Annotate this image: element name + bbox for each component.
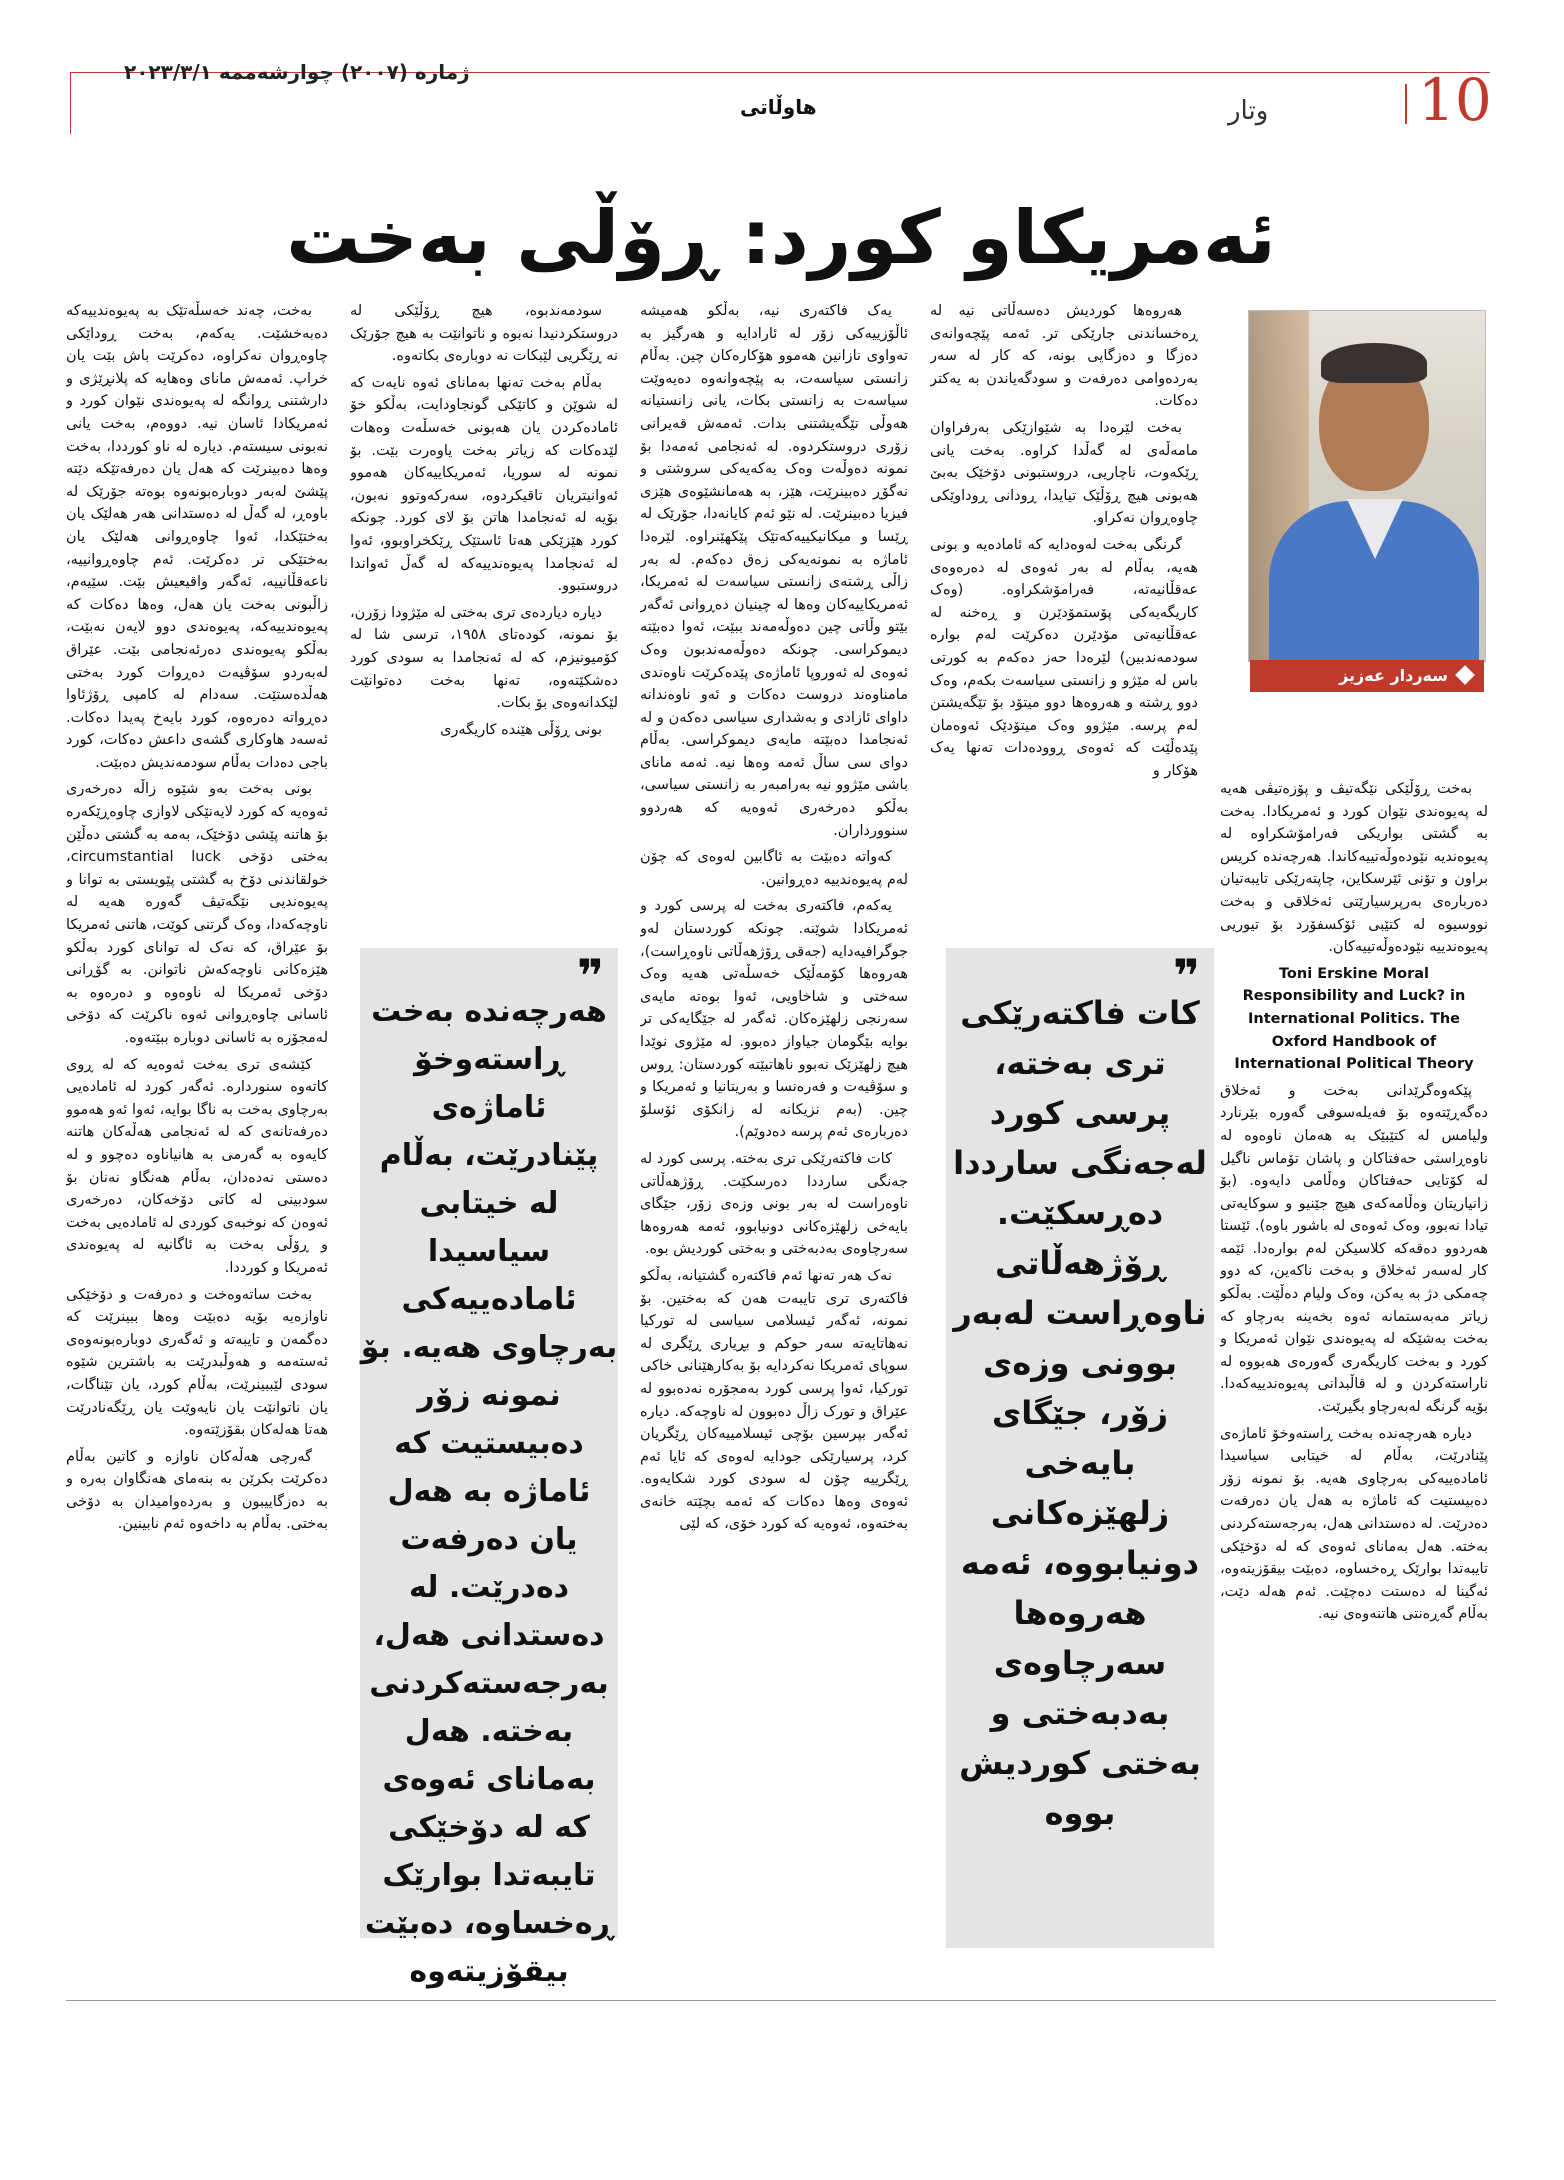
column-3 — [640, 300, 908, 2180]
paragraph: بەخت ڕۆڵێکی نێگەتیڤ و پۆزەتیڤی هەیە لە پەیوەندی نێوان کورد و ئەمریکادا. بەخت بە گشتی بواریکی فەرامۆشکراوە لە پەیوەندیە نێودەوڵەتییەکاندا. هەرچەندە کریس براون و تۆنی ئێرسکاین، چاپتەرێکی تایبەتیان دەربارەی بەرپرسیارێتی ئەخلاقی و بەخت نووسیوە لە کتێبی ئۆکسفۆرد بۆ تیوریی پەیوەندییە نێودەوڵەتییەکان. — [1220, 781, 1488, 956]
pull-quote-text: هەرچەندە بەخت ڕاستەوخۆ ئاماژەی پێنادرێت، بەڵام لە خیتابی سیاسیدا ئامادەییەکی بەرچاوی هەیە. بۆ نمونە زۆر دەبیستیت کە ئاماژە بە هەل یان دەرفەت دەدرێت. لە دەستدانی هەل، بەرجەستەکردنی بەختە. هەل بەمانای ئەوەی کە لە دۆخێکی تایبەتدا بوارێک ڕەخساوە، دەبێت بیقۆزیتەوە — [360, 994, 618, 1989]
column-5 — [66, 300, 328, 2040]
pull-quote — [360, 948, 618, 1989]
paragraph: بونی بەخت بەو شێوە زاڵە دەرخەری ئەوەیە کە کورد لایەنێکی لاوازی چاوەڕێکەرە بۆ هاتنە پێشی دۆخێک، بەمە بە گشتی دەڵێن بەختی دۆخی circumstantial luck، خولقاندنی دۆخ بە گشتی پێویستی بە توانا و پەیوەندیی نێگەتیڤ گەورە هەیە لە ناوچەکەدا، وەک گرتنی کوێت، هاتنی ئەمریکا بۆ عێراق، کە نەک لە توانای کورد بەڵکو هێزەکانی ناوچەکەش ناتوانن. بە گۆڕانی دۆخی ئەمریکا لە ناوەوە و دەرەوە بە ئاسانی چاوەڕوانی ئەوە ناکرێت کە دۆخی لەمجۆرە بە ئاسانی دوبارە ببێتەوە. — [66, 781, 328, 1046]
reference-citation: Toni Erskine Moral Responsibility and Luck? in International Politics. The Oxford Handbook of International Political Theory — [1234, 965, 1474, 1073]
column-4 — [350, 300, 618, 880]
paragraph: نەک هەر تەنها ئەم فاکتەرە گشتیانە، بەڵکو فاکتەری تری تایبەت هەن کە بەختین. بۆ نمونە، ئەگەر ئیسلامی سیاسی لە تورکیا نەهاتایەتە سەر حوکم و بڕیاری ڕێگری لە سوپای ئەمریکا نەکردایە بۆ بەکارهێنانی خاکی تورکیا، ئەوا پرسی کورد بەمجۆرە نەدەبوو لە عێراق و تورک زاڵ دەبوون لە ناوچەکە. دیارە ئەگەر بپرسین بۆچی ئیسلامییەکان ڕێگریان کرد، پرسیارێکی جودایە لەوەی کە ئایا ئەم ڕێگرییە چۆن لە سودی کورد شکایەوە. ئەوەی وەها دەکات کە ئەمە بچێتە خانەی بەختەوە، ئەوەیە کە کورد خۆی، کە لێی — [640, 1267, 908, 1533]
pull-quote-text: کات فاکتەرێکی تری بەختە، پرسی کورد لەجەنگی سارددا دەڕسکێت. ڕۆژهەڵاتی ناوەڕاست لەبەر بوونی وزەی زۆر، جێگای بایەخی زلهێزەکانی دونیابووە، ئەمە هەروەها سەرچاوەی بەدبەختی و بەختی کوردیش بووە — [953, 994, 1207, 1832]
paragraph: بەخت، چەند خەسڵەتێک بە پەیوەندییەکە دەبەخشێت. یەکەم، بەخت ڕوداێکی چاوەڕوان نەکراوە، دەکرێت باش بێت یان خراپ. ئەمەش مانای وەهایە کە پلانڕێژی و دارشتنی ڕوانگە لە پەیوەندی نێوان کورد و ئەمریکادا ئاسان نیە. دووەم، بەخت یانی نەبونی سیستەم. دیارە لە ناو کورددا، بەخت وەها دەبینرێت کە هەل یان دەرفەتێکە دێتە پێشێ لەبەر دوبارەبونەوە بوەتە جۆرێک لە باوەڕ، لە گەڵ لە دەستدانی هەر هەلێک یان بەختێکدا، ئەوا چاوەڕوانی هەلێک یان بەختێکی تر دەکرێت. ئەم چاوەڕوانییە، ناعەقڵانییە، ئەگەر واقیعیش بێت. سێیەم، زاڵبونی بەخت یان هەل، وەها دەکات کە پەیوەندییەکە، پەیوەندی دوو لایەن نەبێت، بەڵکو پەیوەندی دەرئەنجامی بێت. عێراق لەبەردو سۆڤیەت دەڕوات کورد بەختی هەڵدەستێت. سەدام لە کامپی ڕۆژئاوا دەڕواتە دەرەوە، کورد بایەخ پەیدا دەکات. ئەسەد هاوکاری گشەی داعش دەکات، کورد باجی دەدات بەڵام سودمەندیش دەبێت. — [66, 303, 328, 771]
section-label: وتار — [1228, 96, 1269, 126]
quote-icon: ❞ — [1173, 949, 1196, 1003]
paragraph: گەرچی هەڵەکان ناوازە و کاتین بەڵام دەکرێت بکرێن بە بنەمای هەنگاوان بەرە و بە دەزگاییبون و بەردەوامیدان بە دۆخی بەختی. بەڵام بە داخەوە ئەم نابینین. — [66, 1448, 328, 1533]
page-number: 10 — [1418, 66, 1492, 134]
paragraph: پێکەوەگرێدانی بەخت و ئەخلاق دەگەڕێتەوە بۆ فەیلەسوفی گەورە بێرنارد ولیامس لە کتێبێک بە هەمان ناوەوە لە ناوەڕاستی حەفتاکان و پاشان تۆماس ناگیل لە کۆتایی حەفتاکان وەڵامی دایەوە. (بۆ زانیاریتان وەڵامەکەی هیچ جێنیو و سوکایەتی تیادا نەبوو، وەک ئەوەی لە باشور باوە). ئێستا هەردوو دەقەکە کلاسیکن لەم بوارەدا. ئێمە کار لەسەر ئەخلاق و بەخت ناکەین، کە دوو چەمکی دژ بە یەکن، وەک ولیام دەڵێت. بەڵکو زیاتر مەبەستمانە ئەوە بخەینە بەرچاو کە بەخت بەشێکە لە پەیوەندی نێوان ئەمریکا و کورد و بەخت کاریگەری گەورەی هەبووە لە ناراستەکردن و لە قاڵبدانی پەیوەندییەکەدا. بۆیە گرنگە لەبەرچاو بگیرێت. — [1220, 1082, 1488, 1416]
paragraph: هەروەها کوردیش دەسەڵاتی نیە لە ڕەخساندنی جارێکی تر. ئەمە پێچەوانەی دەزگا و دەزگایی بونە، کە کار لە سەر بەردەوامی دەرفەت و سودگەیاندن بە یەکتر دەکات. — [930, 303, 1198, 410]
paragraph: سودمەندبوە، هیچ ڕۆڵێکی لە دروستکردنیدا نەبوە و ناتوانێت بە هیچ جۆرێک نە ڕێگریی لێبکات نە دوبارەی بکاتەوە. — [350, 303, 618, 365]
author-name: سەردار عەزیز — [1250, 660, 1484, 692]
column-2 — [930, 300, 1198, 940]
author-photo — [1248, 310, 1486, 662]
newspaper-logo: هاوڵاتی — [740, 95, 817, 119]
paragraph: بەڵام بەخت تەنها بەمانای ئەوە نایەت کە لە شوێن و کاتێکی گونجاودایت، بەڵکو خۆ ئامادەکردن یان هەبونی خەسڵەت وەهات لێدەکات کە زیاتر بەخت یاوەرت بێت. بۆ نمونە لە سوریا، ئەمریکاییەکان هەموو ئەوانیتریان تاقیکردوە، سەرکەوتوو نەبون، بۆیە لە ئەنجامدا هاتن بۆ لای کورد. چونکە کورد هێزێکی هەتا ئاستێک ڕێکخراوبوو، ئەوا لە ئەنجامدا پەیوەندییەکە لە گەڵ ئەواندا دروستبوو. — [350, 374, 618, 595]
column-1 — [1220, 778, 1488, 2038]
header-separator — [1405, 84, 1407, 124]
paragraph: کێشەی تری بەخت ئەوەیە کە لە ڕوی کاتەوە سنوردارە. ئەگەر کورد لە ئامادەیی بەرچاوی بەخت بە ناگا بوایە، ئەوا ئەو هەموو دەرفەتانەی کە لە ئەنجامی هەڵەکان هاتنە کایەوە بە گەرمی بە هانیاناوە دەچوو و لە دەستی نەدەدان، بەڵام هەنگاو نەنان بۆ سودبینی لە کاتی دۆخەکان، دەرخەری ئەوەن کە نوخبەی کوردی لە ئامادەیی بەخت و ڕۆڵی بەخت بە ئاگانیە لە پەیوەندی ئەمریکا و کورددا. — [66, 1056, 328, 1276]
paragraph: یەک فاکتەری نیە، بەڵکو هەمیشە ئاڵۆزییەکی زۆر لە ئارادایە و هەرگیز بە تەواوی نازانین هەموو هۆکارەکان چین. بەڵام زانستی سیاسەت، بە پێچەوانەوە دەیەوێت سیاسەت بە زانستی بکات، یانی زانستیانە هەوڵی تێگەیشتنی بدات. ئەمەش قەیرانی زۆری دروستکردوە. لە ئەنجامی ئەمەدا بۆ نمونە دەوڵەت وەک یەکەیەکی سروشتی و نەگۆڕ دەبینرێت، هێز، بە هەمانشێوەی هێزی فیزیا دەبینرێت. لە نێو ئەم کایانەدا، جۆرێک لە ڕێسا و میکانیکییەکەتێک پێکهێنراوە. لێرەدا ئاماژە بە نمونەیەکی زەق دەکەم. لە بەر زاڵی ڕشتەی زانستی سیاسەت لە ئەمریکا، ئەمریکاییەکان وەها لە چینیان دەڕوانی ئەگەر بێتو وڵاتی چین دەوڵەمەند ببێت، ئەوا دەبێتە دیموکراسی. چونکە دەوڵەمەندبون وەک ئەوەی لە ئەوروپا ئاماژەی پێدەکرێت ناوەندی مامناوەند دروست دەکات و ئەو ناوەندانە داوای ئازادی و بەشداری سیاسی دەکەن و لە ئەنجامدا دەبێتە مایەی دیموکراسی. بەڵام دوای سی ساڵ ئەمە وەها نیە. ئەمە مانای باشی مێژوو نیە بەرامبەر بە زانستی سیاسی، بەڵکو دەرخەری ئەوەیە کە هەردوو سنوورداران. — [640, 303, 908, 839]
paragraph: دیارە هەرچەندە بەخت ڕاستەوخۆ ئاماژەی پێنادرێت، بەڵام لە خیتابی سیاسیدا ئامادەییەکی بەرچاوی هەیە. بۆ نمونە زۆر دەبیستیت کە ئاماژە بە هەل یان دەرفەت دەدرێت. لە دەستدانی هەل، بەرجەستەکردنی بەختە. هەل بەمانای ئەوەی کە لە دۆخێکی تایبەتدا بوارێک ڕەخساوە، دەبێت بیقۆزیتەوە، ئەگینا لە دەستت دەچێت. ئەم هەلە دێت، بەڵام گەڕەنتی هاتنەوەی نیە. — [1220, 1425, 1488, 1623]
paragraph: گرنگی بەخت لەوەدایە کە ئامادەیە و بونی هەیە، بەڵام لە بەر ئەوەی لە دەرەوەی عەقڵانیەتە، فەرامۆشکراوە. (وەک کاریگەیەکی پۆستمۆدێرن و ڕەخنە لە عەقڵانیەتی مۆدێرن دەکرێت لەم بوارە سودمەندبین) لێرەدا حەز دەکەم بە کورتی باس لە مێژو و زانستی سیاسەت بکەم، وەک دوو ڕشتە و هەروەها دوو میتۆد بۆ تێگەیشتن لەم پرسە. مێژوو وەک میتۆدێک ئەوەمان پێدەڵێت کە ئەوەی ڕوودەدات تەنها یەک هۆکار و — [930, 536, 1198, 779]
quote-icon: ❞ — [577, 949, 600, 1003]
paragraph: کەواتە دەبێت بە ئاگابین لەوەی کە چۆن لەم پەیوەندییە دەڕوانین. — [640, 849, 908, 888]
paragraph: یەکەم، فاکتەری بەخت لە پرسی کورد و ئەمریکادا شوێنە. چونکە کوردستان لەو جوگرافیەدایە (جەقی ڕۆژهەڵاتی ناوەڕاست)، هەروەها کۆمەڵێک خەسڵەتی هەیە وەک سەختی و شاخاویی، ئەوا بوەتە مایەی سەرنجی زلهێزەکان. ئەگەر لە جێگایەکی تر بوایە بێگومان جیاواز دەبوو. لە مێژوی نوێدا هیچ زلهێزێک نەبوو ناهاتبێتە کوردستان: ڕوس و سۆڤیەت و فەرەنسا و بەریتانیا و ئەمریکا و چین. (بەم نزیکانە لە زانکۆی ئۆسلۆ دەربارەی ئەم پرسە دەدوێم). — [640, 898, 908, 1141]
article-headline: ئەمریکاو کورد: ڕۆڵی بەخت — [286, 195, 1276, 281]
paragraph: کات فاکتەرێکی تری بەختە. پرسی کورد لە جەنگی سارددا دەرسکێت. ڕۆژهەڵاتی ناوەراست لە بەر بونی وزەی زۆر، جێگای بایەخی زلهێزەکانی دونیابوو، ئەمە هەروەها سەرچاوەی بەدبەختی و بەختی کوردیش بوە. — [640, 1150, 908, 1258]
footer-rule — [66, 2000, 1496, 2001]
pull-quote — [946, 948, 1214, 1948]
paragraph: بەخت لێرەدا بە شێوازێکی بەرفراوان مامەڵەی لە گەڵدا کراوە. بەخت یانی ڕێکەوت، ناچاریی، دروستبونی دۆخێک بەبێ هەبونی هیچ ڕۆڵێک تیایدا، ڕودانی ڕوداوێکی چاوەڕوان نەکراو. — [930, 419, 1198, 527]
paragraph: دیارە دیاردەی تری بەختی لە مێژودا زۆرن، بۆ نمونە، کودەتای ١٩٥٨، ترسی شا لە کۆمیونیزم، کە لە ئەنجامدا بە سودی کورد دەشکێتەوە، تەنها بەخت دەتوانێت لێکدانەوەی بۆ بکات. — [350, 604, 618, 712]
paragraph: بونی ڕۆڵی هێندە کاریگەری — [440, 721, 602, 738]
header-rule-left — [70, 72, 71, 134]
paragraph: بەخت ساتەوەخت و دەرفەت و دۆخێکی ناوازەیە بۆیە دەبێت وەها ببینرێت کە دەگمەن و تایبەتە و ئەگەری دوبارەبونەوەی ئەستەمە و هەوڵبدرێت بە باشترین شێوە سودی لێببینرێت، بەڵام کورد، یان تێناگات، یان ناتوانێت یان نایەوێت یان ڕێگەنادرێت هەتا هەلەکان بقۆزێتەوە. — [66, 1286, 328, 1439]
author-hair — [1321, 343, 1427, 383]
issue-date: ژمارە (٢٠٠٧) چوارشەممە ٢٠٢٣/٣/١ — [124, 60, 470, 84]
